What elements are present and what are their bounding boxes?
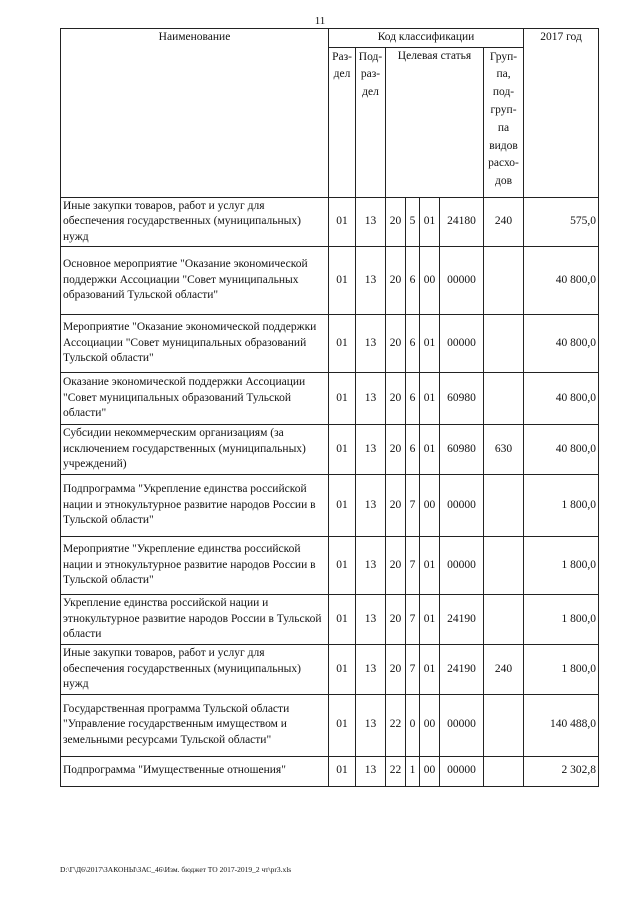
row-target-program: 20 bbox=[386, 595, 406, 645]
row-target-event: 01 bbox=[420, 595, 440, 645]
row-section: 01 bbox=[329, 537, 356, 595]
row-target-subprogram: 7 bbox=[406, 595, 420, 645]
row-amount: 40 800,0 bbox=[524, 373, 599, 425]
row-expense-group: 240 bbox=[484, 645, 524, 695]
row-target-event: 01 bbox=[420, 645, 440, 695]
row-section: 01 bbox=[329, 197, 356, 247]
row-subsection: 13 bbox=[356, 537, 386, 595]
row-target-event: 00 bbox=[420, 694, 440, 756]
row-target-program: 20 bbox=[386, 197, 406, 247]
row-name: Мероприятие "Укрепление единства российской нации и этнокультурное развитие народов России в Тульской области" bbox=[61, 537, 329, 595]
row-target-event: 01 bbox=[420, 537, 440, 595]
row-target-subprogram: 6 bbox=[406, 315, 420, 373]
row-name: Оказание экономической поддержки Ассоциации "Совет муниципальных образований Тульской области" bbox=[61, 373, 329, 425]
row-target-direction: 00000 bbox=[440, 694, 484, 756]
row-amount: 1 800,0 bbox=[524, 537, 599, 595]
row-target-subprogram: 6 bbox=[406, 373, 420, 425]
table-body bbox=[61, 197, 599, 786]
row-target-direction: 00000 bbox=[440, 537, 484, 595]
row-section: 01 bbox=[329, 645, 356, 695]
row-subsection: 13 bbox=[356, 373, 386, 425]
row-expense-group bbox=[484, 756, 524, 786]
row-section: 01 bbox=[329, 425, 356, 475]
table-row bbox=[61, 595, 599, 645]
table-row bbox=[61, 315, 599, 373]
budget-table bbox=[60, 28, 599, 787]
header-subsection: Под- раз- дел bbox=[356, 47, 386, 197]
header-expense-group: Груп- па, под- груп- па видов расхо- дов bbox=[484, 47, 524, 197]
row-target-subprogram: 0 bbox=[406, 694, 420, 756]
row-target-event: 01 bbox=[420, 425, 440, 475]
table-row bbox=[61, 645, 599, 695]
row-target-event: 00 bbox=[420, 247, 440, 315]
row-section: 01 bbox=[329, 756, 356, 786]
row-target-event: 01 bbox=[420, 373, 440, 425]
row-amount: 40 800,0 bbox=[524, 425, 599, 475]
row-section: 01 bbox=[329, 315, 356, 373]
row-target-event: 00 bbox=[420, 756, 440, 786]
row-target-direction: 60980 bbox=[440, 425, 484, 475]
row-expense-group: 240 bbox=[484, 197, 524, 247]
row-amount: 40 800,0 bbox=[524, 315, 599, 373]
row-name: Мероприятие "Оказание экономической поддержки Ассоциации "Совет муниципальных образований Тульской области" bbox=[61, 315, 329, 373]
row-target-program: 20 bbox=[386, 537, 406, 595]
row-amount: 40 800,0 bbox=[524, 247, 599, 315]
row-name: Подпрограмма "Укрепление единства российской нации и этнокультурное развитие народов России в Тульской области" bbox=[61, 475, 329, 537]
header-name: Наименование bbox=[61, 29, 329, 198]
table-row bbox=[61, 537, 599, 595]
row-target-direction: 60980 bbox=[440, 373, 484, 425]
table-row bbox=[61, 197, 599, 247]
row-subsection: 13 bbox=[356, 425, 386, 475]
row-target-event: 01 bbox=[420, 315, 440, 373]
table-row bbox=[61, 373, 599, 425]
row-target-subprogram: 7 bbox=[406, 645, 420, 695]
row-target-direction: 24190 bbox=[440, 595, 484, 645]
table-row bbox=[61, 756, 599, 786]
row-target-subprogram: 5 bbox=[406, 197, 420, 247]
table-header bbox=[61, 29, 599, 198]
row-amount: 1 800,0 bbox=[524, 475, 599, 537]
row-expense-group bbox=[484, 475, 524, 537]
row-expense-group bbox=[484, 694, 524, 756]
row-subsection: 13 bbox=[356, 694, 386, 756]
row-subsection: 13 bbox=[356, 197, 386, 247]
row-target-subprogram: 1 bbox=[406, 756, 420, 786]
row-target-event: 01 bbox=[420, 197, 440, 247]
file-path: D:\Г\Д6\2017\ЗАКОНЫ\ЗАС_46\Изм. бюджет ТО 2017-2019_2 чт\pr3.xls bbox=[60, 865, 292, 874]
row-expense-group bbox=[484, 537, 524, 595]
row-target-event: 00 bbox=[420, 475, 440, 537]
row-target-program: 22 bbox=[386, 694, 406, 756]
header-section: Раз- дел bbox=[329, 47, 356, 197]
row-section: 01 bbox=[329, 694, 356, 756]
header-classification: Код классификации bbox=[329, 29, 524, 48]
row-expense-group bbox=[484, 247, 524, 315]
row-name: Подпрограмма "Имущественные отношения" bbox=[61, 756, 329, 786]
row-target-program: 20 bbox=[386, 645, 406, 695]
row-expense-group: 630 bbox=[484, 425, 524, 475]
page-number: 11 bbox=[314, 15, 326, 27]
row-subsection: 13 bbox=[356, 475, 386, 537]
table-row bbox=[61, 247, 599, 315]
row-subsection: 13 bbox=[356, 315, 386, 373]
row-name: Иные закупки товаров, работ и услуг для обеспечения государственных (муниципальных) нужд bbox=[61, 645, 329, 695]
row-name: Основное мероприятие "Оказание экономической поддержки Ассоциации "Совет муниципальных образований Тульской области" bbox=[61, 247, 329, 315]
row-target-subprogram: 6 bbox=[406, 425, 420, 475]
row-name: Государственная программа Тульской области "Управление государственным имуществом и земельными ресурсами Тульской области" bbox=[61, 694, 329, 756]
row-subsection: 13 bbox=[356, 645, 386, 695]
row-subsection: 13 bbox=[356, 595, 386, 645]
row-target-direction: 24190 bbox=[440, 645, 484, 695]
table-row bbox=[61, 475, 599, 537]
row-target-direction: 24180 bbox=[440, 197, 484, 247]
row-target-subprogram: 7 bbox=[406, 537, 420, 595]
row-subsection: 13 bbox=[356, 247, 386, 315]
row-expense-group bbox=[484, 373, 524, 425]
row-target-program: 20 bbox=[386, 425, 406, 475]
table-row bbox=[61, 425, 599, 475]
row-target-program: 20 bbox=[386, 475, 406, 537]
row-section: 01 bbox=[329, 373, 356, 425]
row-expense-group bbox=[484, 595, 524, 645]
row-target-subprogram: 6 bbox=[406, 247, 420, 315]
row-target-program: 22 bbox=[386, 756, 406, 786]
row-target-program: 20 bbox=[386, 315, 406, 373]
row-name: Субсидии некоммерческим организациям (за исключением государственных (муниципальных) учреждений) bbox=[61, 425, 329, 475]
row-section: 01 bbox=[329, 247, 356, 315]
row-target-direction: 00000 bbox=[440, 247, 484, 315]
row-amount: 575,0 bbox=[524, 197, 599, 247]
row-target-direction: 00000 bbox=[440, 315, 484, 373]
row-name: Иные закупки товаров, работ и услуг для обеспечения государственных (муниципальных) нужд bbox=[61, 197, 329, 247]
row-subsection: 13 bbox=[356, 756, 386, 786]
row-target-subprogram: 7 bbox=[406, 475, 420, 537]
row-amount: 140 488,0 bbox=[524, 694, 599, 756]
row-target-program: 20 bbox=[386, 373, 406, 425]
row-expense-group bbox=[484, 315, 524, 373]
row-section: 01 bbox=[329, 595, 356, 645]
row-target-program: 20 bbox=[386, 247, 406, 315]
row-target-direction: 00000 bbox=[440, 756, 484, 786]
header-target-article: Целевая статья bbox=[386, 47, 484, 197]
row-amount: 2 302,8 bbox=[524, 756, 599, 786]
row-amount: 1 800,0 bbox=[524, 595, 599, 645]
row-section: 01 bbox=[329, 475, 356, 537]
table-row bbox=[61, 694, 599, 756]
row-name: Укрепление единства российской нации и этнокультурное развитие народов России в Тульской области bbox=[61, 595, 329, 645]
row-target-direction: 00000 bbox=[440, 475, 484, 537]
row-amount: 1 800,0 bbox=[524, 645, 599, 695]
header-year: 2017 год bbox=[524, 29, 599, 198]
